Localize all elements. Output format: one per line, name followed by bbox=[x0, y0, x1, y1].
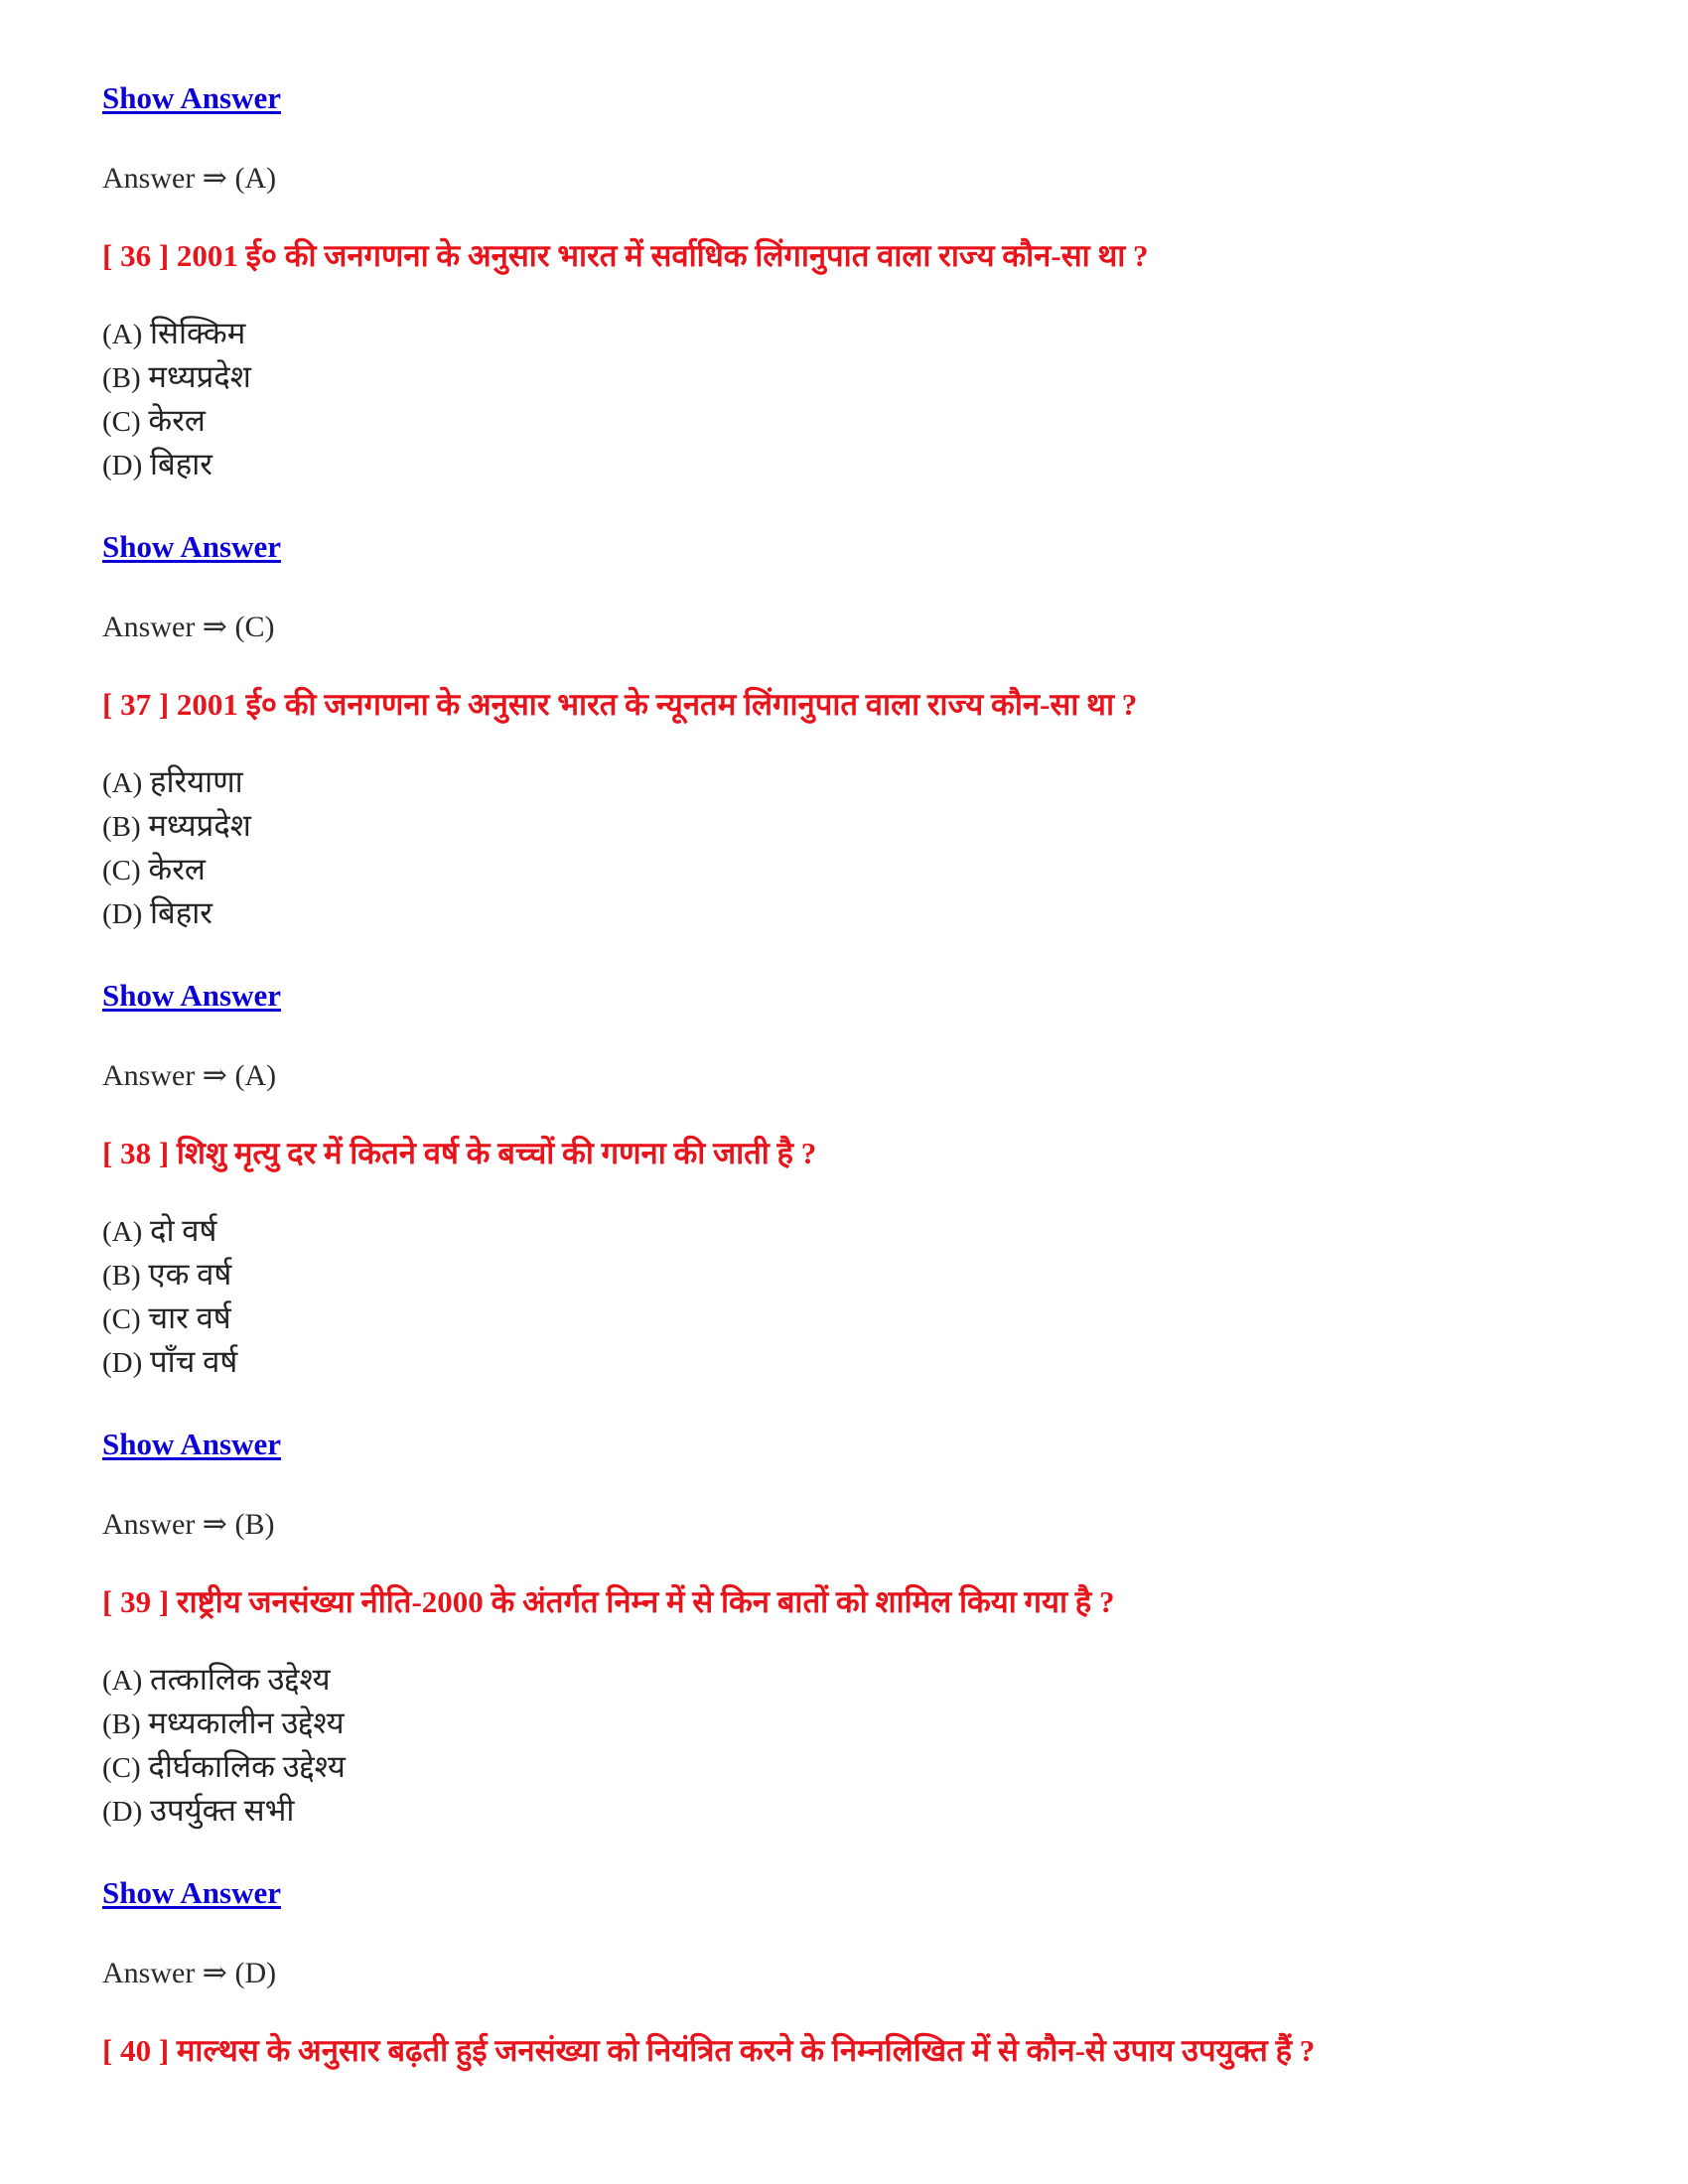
options-list bbox=[102, 1658, 1592, 1833]
option-a bbox=[102, 760, 1592, 804]
option-a bbox=[102, 1658, 1592, 1702]
option-c bbox=[102, 1297, 1592, 1340]
answer-text: Answer ⇒ (D) bbox=[102, 1957, 277, 1989]
option-text: दो वर्ष bbox=[150, 1213, 217, 1248]
option-letter: (B) bbox=[102, 1708, 141, 1740]
question-title: [ 37 ] 2001 ई० की जनगणना के अनुसार भारत के न्यूनतम लिंगानुपात वाला राज्य कौन-सा था ? bbox=[102, 687, 1138, 722]
option-text: एक वर्ष bbox=[148, 1257, 232, 1292]
option-text: हरियाणा bbox=[150, 764, 243, 799]
answer-block-35 bbox=[102, 77, 1592, 199]
options-list bbox=[102, 312, 1592, 486]
show-answer-link[interactable]: Show Answer bbox=[102, 529, 282, 564]
option-b bbox=[102, 804, 1592, 848]
option-text: तत्कालिक उद्देश्य bbox=[150, 1662, 331, 1697]
question-title: [ 40 ] माल्थस के अनुसार बढ़ती हुई जनसंख्या को नियंत्रित करने के निम्नलिखित में से कौन-से उपाय उपयुक्त हैं ? bbox=[102, 2033, 1316, 2068]
option-text: केरल bbox=[148, 852, 206, 887]
option-text: बिहार bbox=[150, 895, 212, 930]
option-letter: (A) bbox=[102, 1665, 143, 1697]
option-letter: (B) bbox=[102, 362, 141, 394]
option-letter: (B) bbox=[102, 811, 141, 843]
option-text: मध्यप्रदेश bbox=[148, 808, 251, 843]
option-letter: (A) bbox=[102, 767, 143, 799]
question-page bbox=[102, 77, 1592, 2073]
question-block-40 bbox=[102, 2029, 1592, 2073]
option-a bbox=[102, 1209, 1592, 1253]
option-c bbox=[102, 848, 1592, 891]
option-letter: (D) bbox=[102, 1347, 143, 1379]
option-text: मध्यकालीन उद्देश्य bbox=[148, 1706, 345, 1740]
option-letter: (D) bbox=[102, 898, 143, 930]
show-answer-link[interactable]: Show Answer bbox=[102, 1427, 282, 1461]
option-c bbox=[102, 1745, 1592, 1789]
show-answer-link[interactable]: Show Answer bbox=[102, 1875, 282, 1910]
option-text: सिक्किम bbox=[150, 316, 246, 350]
question-title: [ 39 ] राष्ट्रीय जनसंख्या नीति-2000 के अंतर्गत निम्न में से किन बातों को शामिल किया गया है ? bbox=[102, 1584, 1115, 1619]
option-text: बिहार bbox=[150, 447, 212, 481]
option-letter: (D) bbox=[102, 1796, 143, 1828]
option-a bbox=[102, 312, 1592, 355]
question-block-36 bbox=[102, 234, 1592, 647]
question-title: [ 36 ] 2001 ई० की जनगणना के अनुसार भारत में सर्वाधिक लिंगानुपात वाला राज्य कौन-सा था ? bbox=[102, 238, 1149, 273]
options-list bbox=[102, 1209, 1592, 1384]
option-text: मध्यप्रदेश bbox=[148, 359, 251, 394]
option-letter: (C) bbox=[102, 1303, 141, 1335]
option-letter: (B) bbox=[102, 1260, 141, 1292]
show-answer-link[interactable]: Show Answer bbox=[102, 80, 282, 115]
option-d bbox=[102, 1789, 1592, 1833]
question-block-38 bbox=[102, 1132, 1592, 1545]
option-text: उपर्युक्त सभी bbox=[150, 1793, 295, 1828]
option-b bbox=[102, 1702, 1592, 1745]
answer-text: Answer ⇒ (A) bbox=[102, 162, 277, 195]
option-b bbox=[102, 1253, 1592, 1297]
option-d bbox=[102, 443, 1592, 486]
option-text: चार वर्ष bbox=[148, 1300, 231, 1335]
option-letter: (D) bbox=[102, 450, 143, 481]
question-title: [ 38 ] शिशु मृत्यु दर में कितने वर्ष के बच्चों की गणना की जाती है ? bbox=[102, 1136, 817, 1170]
option-letter: (C) bbox=[102, 1752, 141, 1784]
option-d bbox=[102, 1340, 1592, 1384]
option-letter: (A) bbox=[102, 319, 143, 350]
answer-text: Answer ⇒ (B) bbox=[102, 1508, 275, 1541]
option-letter: (C) bbox=[102, 855, 141, 887]
option-text: पाँच वर्ष bbox=[150, 1344, 238, 1379]
question-block-39 bbox=[102, 1580, 1592, 1993]
answer-text: Answer ⇒ (C) bbox=[102, 611, 275, 643]
option-text: केरल bbox=[148, 403, 206, 438]
option-c bbox=[102, 399, 1592, 443]
options-list bbox=[102, 760, 1592, 935]
answer-text: Answer ⇒ (A) bbox=[102, 1059, 277, 1092]
option-letter: (A) bbox=[102, 1216, 143, 1248]
option-d bbox=[102, 891, 1592, 935]
show-answer-link[interactable]: Show Answer bbox=[102, 978, 282, 1013]
option-b bbox=[102, 355, 1592, 399]
question-block-37 bbox=[102, 683, 1592, 1096]
option-text: दीर्घकालिक उद्देश्य bbox=[148, 1749, 346, 1784]
option-letter: (C) bbox=[102, 406, 141, 438]
